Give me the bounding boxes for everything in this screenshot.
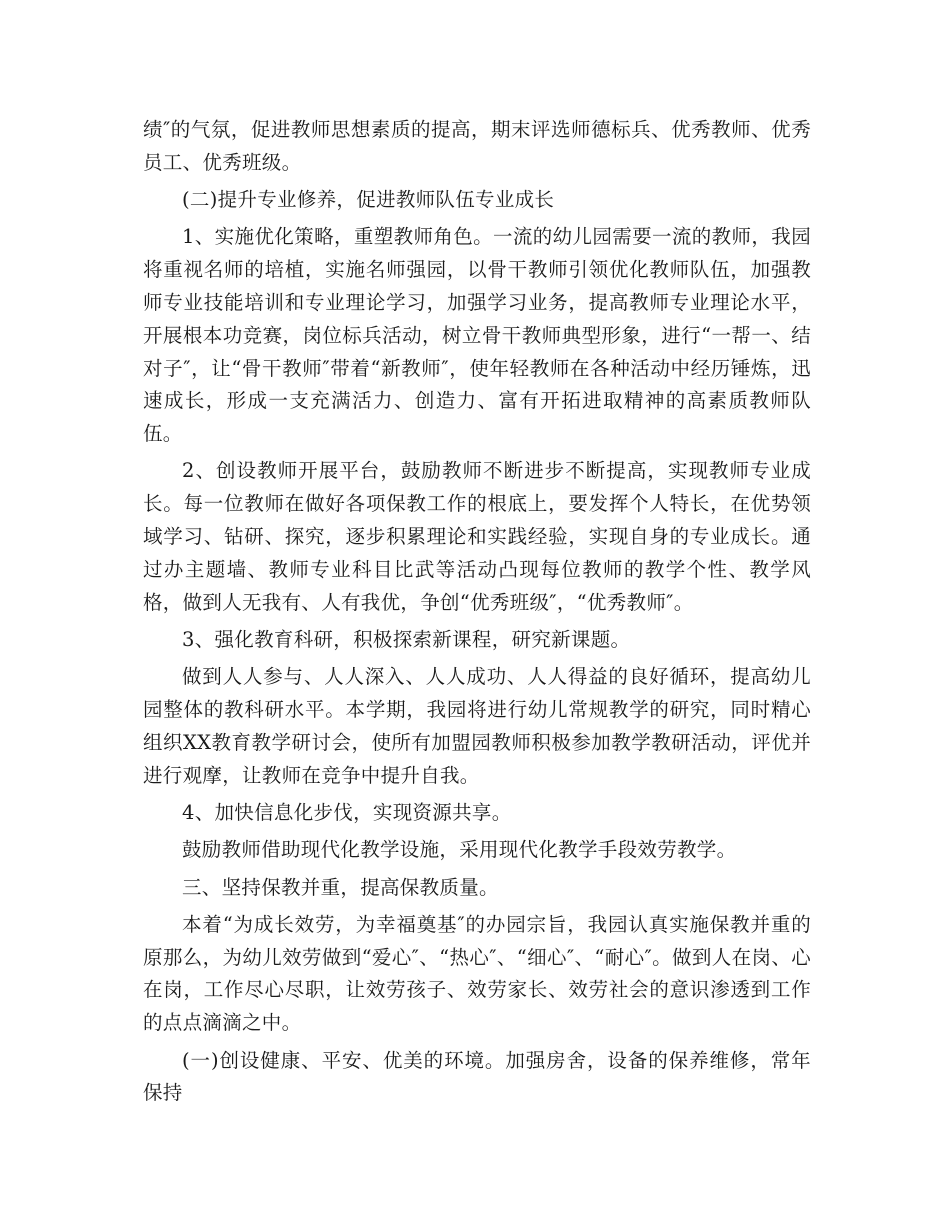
paragraph-item-4-body: 鼓励教师借助现代化教学设施，采用现代化教学手段效劳教学。 <box>182 838 737 862</box>
paragraph-mission: 本着“为成长效劳，为幸福奠基″的办园宗旨，我园认真实施保教并重的原那么，为幼儿效劳做到“爱心″、“热心″、“细心″、“耐心″。做到人在岗、心在岗，工作尽心尽职，让效劳孩子、效劳家长、效劳社会的意识渗透到工作的点点滴滴之中。 <box>143 912 811 1035</box>
document-body <box>143 114 811 1110</box>
paragraph-item-2: 2、创设教师开展平台，鼓励教师不断进步不断提高，实现教师专业成长。每一位教师在做好各项保教工作的根底上，要发挥个人特长，在优势领域学习、钻研、探究，逐步积累理论和实践经验，实现自身的专业成长。通过办主题墙、教师专业科目比武等活动凸现每位教师的教学个性、教学风格，做到人无我有、人有我优，争创“优秀班级″，“优秀教师″。 <box>143 459 811 614</box>
paragraph-environment: (一)创设健康、平安、优美的环境。加强房舍，设备的保养维修，常年保持 <box>143 1048 811 1105</box>
paragraph-item-3-heading: 3、强化教育科研，积极探索新课程，研究新课题。 <box>182 627 631 651</box>
paragraph-item-1: 1、实施优化策略，重塑教师角色。一流的幼儿园需要一流的教师，我园将重视名师的培植，实施名师强园，以骨干教师引领优化教师队伍，加强教师专业技能培训和专业理论学习，加强学习业务，提高教师专业理论水平，开展根本功竞赛，岗位标兵活动，树立骨干教师典型形象，进行“一帮一、结对子″，让“骨干教师″带着“新教师″，使年轻教师在各种活动中经历锤炼，迅速成长，形成一支充满活力、创造力、富有开拓进取精神的高素质教师队伍。 <box>143 225 811 446</box>
section-heading-professional-growth: (二)提升专业修养，促进教师队伍专业成长 <box>182 188 555 212</box>
paragraph-1: 绩″的气氛，促进教师思想素质的提高，期末评选师德标兵、优秀教师、优秀员工、优秀班级。 <box>143 118 811 174</box>
paragraph-item-4-heading: 4、加快信息化步伐，实现资源共享。 <box>182 800 512 824</box>
paragraph-item-3-body: 做到人人参与、人人深入、人人成功、人人得益的良好循环，提高幼儿园整体的教科研水平。本学期，我园将进行幼儿常规教学的研究，同时精心组织XX教育教学研讨会，使所有加盟园教师积极参加教学教研活动，评优并进行观摩，让教师在竞争中提升自我。 <box>143 665 811 787</box>
section-heading-care-education: 三、坚持保教并重，提高保教质量。 <box>182 875 499 899</box>
